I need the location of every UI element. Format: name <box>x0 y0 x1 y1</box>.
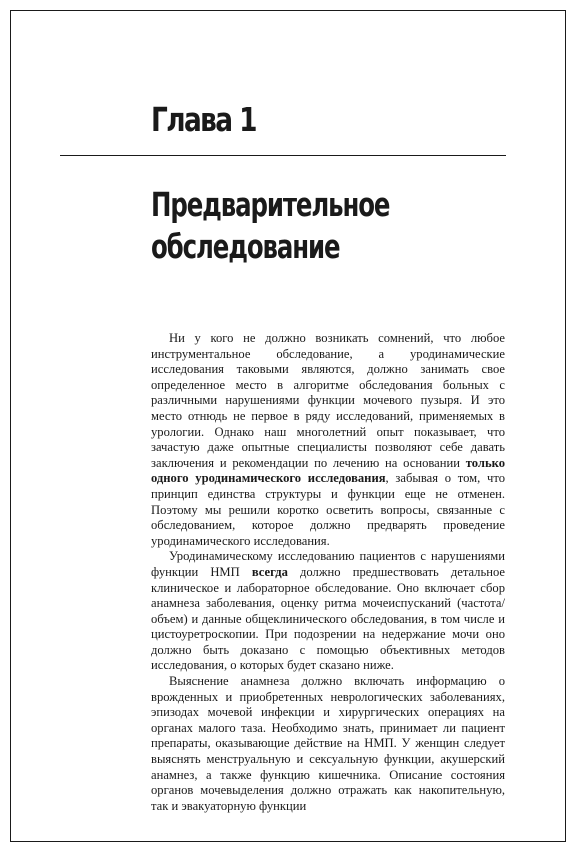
body-text <box>151 331 505 814</box>
emphasis-text: всегда <box>251 564 288 579</box>
chapter-number: Глава 1 <box>151 100 256 139</box>
emphasis-text: только одного уродинамического исследования <box>151 455 505 486</box>
paragraph-1 <box>151 331 505 549</box>
chapter-divider <box>60 155 506 156</box>
paragraph-text: Выяснение анамнеза должно включать информацию о врожденных и приобретенных неврологических заболеваниях, эпизодах мочевой инфекции и хирургических операциях на органах малого таза. Необходимо знать, принимает ли пациент препараты, оказывающие действие на НМП. У женщин следует выяснять менструальную и сексуальную функции, акушерский анамнез, а также функцию кишечника. Описание состояния органов мочевыделения должно отражать как накопительную, так и эвакуаторную функции <box>151 674 505 813</box>
chapter-title-line-2: обследование <box>151 227 340 266</box>
paragraph-text: Ни у кого не должно возникать сомнений, что любое инструментальное обследование, а уродинамические исследования таковыми являются, должно занимать свое определенное место в алгоритме обследования больных с различными нарушениями функции мочевого пузыря. И это место отнюдь не первое в ряду исследований, применяемых в урологии. Однако наш многолетний опыт показывает, что зачастую даже опытные специалисты позволяют себе давать заключения и рекомендации по лечению на основании <box>151 331 505 470</box>
paragraph-2 <box>151 549 505 674</box>
paragraph-text: должно предшествовать детальное клиническое и лабораторное обследование. Оно включает сбор анамнеза заболевания, оценку ритма мочеиспусканий (частота/объем) и данные общеклинического обследования, в том числе и цистоуретроскопии. При подозрении на недержание мочи оно должно быть доказано с помощью объективных методов исследования, о которых будет сказано ниже. <box>151 564 505 673</box>
paragraph-text: Уродинамическому исследованию пациентов с нарушениями функции НМП <box>151 549 505 579</box>
chapter-title <box>151 184 389 268</box>
paragraph-3 <box>151 674 505 814</box>
chapter-title-line-1: Предварительное <box>151 185 390 224</box>
paragraph-text: , забывая о том, что принцип единства структуры и функции еще не отменен. Поэтому мы решили коротко осветить вопросы, связанные с обследованием, которое должно предварять проведение уродинамического исследования. <box>151 471 505 548</box>
